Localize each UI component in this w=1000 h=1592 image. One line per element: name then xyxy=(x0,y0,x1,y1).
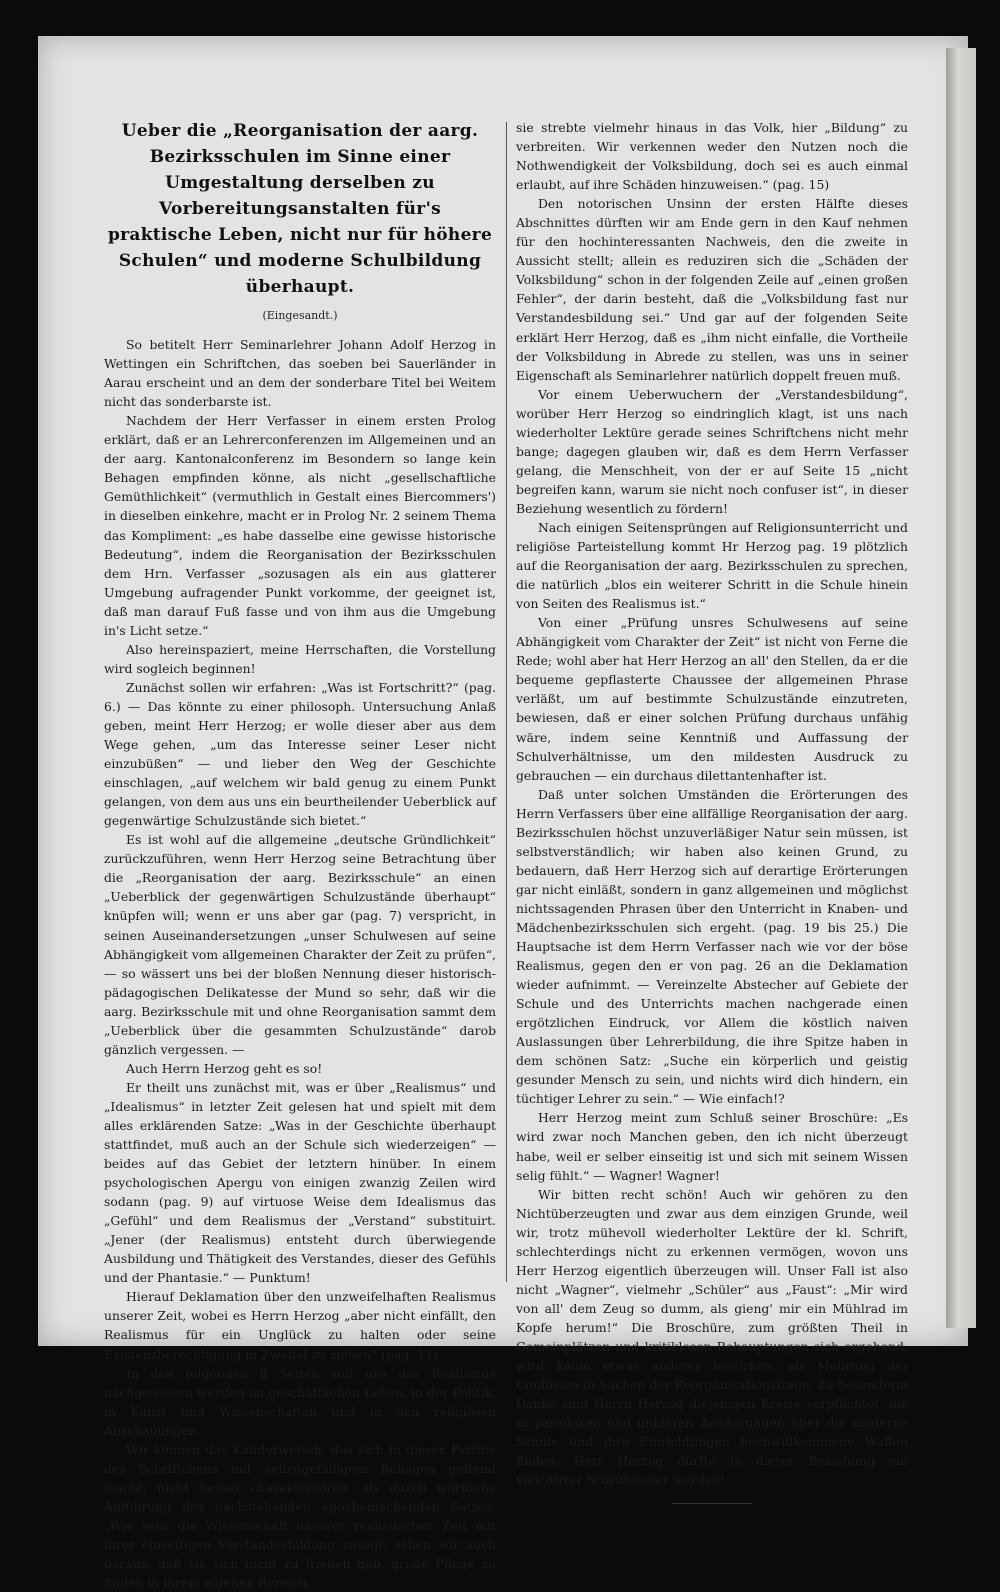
paragraph: In den folgenden 8 Seiten soll uns der Realismus nachgewiesen werden im geschäftlichen Leben, in der Politik, in Kunst und Wissenschaften und in den religiösen Anschauungen. xyxy=(104,1365,496,1438)
paragraph-continuation: sie strebte vielmehr hinaus in das Volk, hier „Bildung“ zu verbreiten. Wir verkennen weder den Nutzen noch die Nothwendigkeit der Volksbildung, doch sei es auch einmal erlaubt, auf ihre Schäden hinzuweisen.“ (pag. 15) xyxy=(516,120,908,193)
article-title: Ueber die „Reorganisation der aarg. Bezirksschulen im Sinne einer Umgestaltung derselben zu Vorbereitungsanstalten für's praktische Leben, nicht nur für höhere Schulen“ und moderne Schulbildung überhaupt. xyxy=(107,121,493,297)
paragraph: Den notorischen Unsinn der ersten Hälfte dieses Abschnittes dürften wir am Ende gern in den Kauf nehmen für den hochinteressanten Nachweis, den die zweite in Aussicht stellt; allein es reduziren sich die „Schäden der Volksbildung“ schon in der folgenden Zeile auf „einen großen Fehler“, der darin besteht, daß die „Volksbildung fast nur Verstandesbildung sei.“ Und gar auf der folgenden Seite erklärt Herr Herzog, daß es „ihm nicht einfalle, die Vortheile der Volksbildung in Abrede zu stellen, was uns in seiner Eigenschaft als Seminarlehrer natürlich doppelt freuen muß. xyxy=(516,196,908,383)
paragraph: Auch Herrn Herzog geht es so! xyxy=(126,1060,323,1076)
page-edge xyxy=(946,48,976,1328)
paragraph: So betitelt Herr Seminarlehrer Johann Adolf Herzog in Wettingen ein Schriftchen, das soeben bei Sauerländer in Aarau erscheint und an dem der sonderbare Titel bei Weitem nicht das sonderbarste ist. xyxy=(104,337,496,410)
paragraph: Herr Herzog meint zum Schluß seiner Broschüre: „Es wird zwar noch Manchen geben, den ich nicht überzeugt habe, weil er selber einseitig ist und sich mit seinem Wissen selig fühlt.“ — Wagner! Wagner! xyxy=(516,1110,908,1183)
right-column xyxy=(516,118,908,1504)
paragraph: Daß unter solchen Umständen die Erörterungen des Herrn Verfassers über eine allfällige Reorganisation der aarg. Bezirksschulen höchst unzuverläßiger Natur sein müssen, ist selbstverständlich; wir haben also keinen Grund, zu bedauern, daß Herr Herzog sich auf derartige Erörterungen gar nicht einläßt, sondern in ganz allgemeinen und möglichst nichtssagenden Phrasen über den Unterricht in Knaben- und Mädchenbezirksschulen sich ergeht. (pag. 19 bis 25.) Die Hauptsache ist dem Herrn Verfasser nach wie vor der böse Realismus, gegen den er von pag. 26 an die Deklamation wieder aufnimmt. — Vereinzelte Abstecher auf Gebiete der Schule und des Unterrichts machen nachgerade einen ergötzlichen Eindruck, vor Allem die köstlich naiven Auslassungen über Lehrerbildung, die ihre Spitze haben in dem schönen Satz: „Suche ein körperlich und geistig gesunder Mensch zu sein, und nichts wird dich hindern, ein tüchtiger Lehrer zu sein.“ — Wie einfach!? xyxy=(516,786,908,1107)
paragraph: Wir können das Kauderwelsch, das sich in dieser Parthie des Schriftchens mit selbstgefälligem Behagen geltend macht, nicht besser charakterisiren, als durch wörtliche Anführung des nachstehenden epochemachenden Satzes: „Wie sehr die Wissenschaft unserer realistischen Zeit mit ihrer einseitigen Verstandesbildung zusagt, sehen wir auch daraus, daß sie sich nicht zu frieden gab, große Pflege zu finden in ihrem eigenen Bereich, xyxy=(104,1441,496,1591)
paragraph: Nach einigen Seitensprüngen auf Religionsunterricht und religiöse Parteistellung kommt Hr Herzog pag. 19 plötzlich auf die Reorganisation der aarg. Bezirksschulen zu sprechen, die natürlich „blos ein weiterer Schritt in die Schule hinein von Seiten des Realismus ist.“ xyxy=(516,519,908,612)
paragraph: Es ist wohl auf die allgemeine „deutsche Gründlichkeit“ zurückzuführen, wenn Herr Herzog seine Betrachtung über die „Reorganisation der aarg. Bezirksschule“ an einen „Ueberblick der gegenwärtigen Schulzustände überhaupt“ knüpfen will; wenn er uns aber gar (pag. 7) verspricht, in seinen Auseinandersetzungen „unser Schulwesen auf seine Abhängigkeit vom allgemeinen Charakter der Zeit zu prüfen“, — so wässert uns bei der bloßen Nennung dieser historisch-pädagogischen Delikatesse der Mund so sehr, daß wir die aarg. Bezirksschule mit und ohne Reorganisation sammt dem „Ueberblick über die gesammten Schulzustände“ darob gänzlich vergessen. — xyxy=(104,832,496,1057)
paragraph: Wir bitten recht schön! Auch wir gehören zu den Nichtüberzeugten und zwar aus dem einzigen Grunde, weil wir, trotz mühevoll wiederholter Lektüre der kl. Schrift, schlechterdings nicht zu erkennen vermögen, wovon uns Herr Herzog eigentlich überzeugen will. Unser Fall ist also nicht „Wagner“, vielmehr „Schüler“ aus „Faust“: „Mir wird von all' dem Zeug so dumm, als gieng' mir ein Mühlrad im Kopfe herum!“ Die Broschüre, zum größten Theil in Gemeinplätzen und kritiklosen Behauptungen sich ergehend, wird kaum etwas anderes bewirken, als Mehrung der Confusion in Sachen der Reorganisationsfrage. Zu besonderm Danke sind Herrn Herzog diejenigen Kreise verpflichtet, die in paradoxen und unklaren Aeußerungen über die moderne Schule und ihre Einrichtungen hochwillkommene Waffen finden: Herr Herzog dürfte in dieser Beziehung ein vielcitirter Schriftsteller werden! xyxy=(516,1186,908,1488)
article-subtitle: (Eingesandt.) xyxy=(262,309,338,322)
paragraph: Also hereinspaziert, meine Herrschaften, die Vorstellung wird sogleich beginnen! xyxy=(104,641,496,676)
left-column xyxy=(104,118,496,1592)
paragraph: Er theilt uns zunächst mit, was er über „Realismus“ und „Idealismus“ in letzter Zeit gelesen hat und spielt mit dem alles erklärenden Satze: „Was in der Geschichte überhaupt stattfindet, muß auch an der Schule sich wiederzeigen“ — beides auf das Gebiet der letztern hinüber. In einem psychologischen Apergu von einigen zwanzig Zeilen wird sodann (pag. 9) auf virtuose Weise dem Idealismus das „Gefühl“ und dem Realismus der „Verstand“ substituirt. „Jener (der Realismus) entsteht durch überwiegende Ausbildung und Thätigkeit des Verstandes, dieser des Gefühls und der Phantasie.“ — Punktum! xyxy=(104,1079,496,1286)
column-divider xyxy=(506,122,507,1282)
paragraph: Hierauf Deklamation über den unzweifelhaften Realismus unserer Zeit, wobei es Herrn Herzog „aber nicht einfällt, den Realismus für ein Unglück zu halten oder seine Existenzberechtigung in Zweifel zu ziehen“ (pag. 11). xyxy=(104,1289,496,1362)
end-rule xyxy=(672,1503,752,1504)
article xyxy=(104,118,926,1591)
paragraph: Von einer „Prüfung unsres Schulwesens auf seine Abhängigkeit vom Charakter der Zeit“ ist nicht von Ferne die Rede; wohl aber hat Herr Herzog an all' den Stellen, da er die bequeme gepflasterte Chaussee der allgemeinen Phrase verläßt, um auf bestimmte Schulzustände einzutreten, bewiesen, daß er einer solchen Prüfung durchaus unfähig wäre, indem seine Kenntniß und Auffassung der Schulverhältnisse, um den mildesten Ausdruck zu gebrauchen — ein durchaus dilettantenhafter ist. xyxy=(516,615,908,783)
paragraph: Nachdem der Herr Verfasser in einem ersten Prolog erklärt, daß er an Lehrerconferenzen im Allgemeinen und an der aarg. Kantonalconferenz im Besondern so lange kein Behagen empfinden könne, als nicht „gesellschaftliche Gemüthlichkeit“ (vermuthlich in Gestalt eines Biercommers') in dieselben einkehre, macht er in Prolog Nr. 2 seinem Thema das Kompliment: „es habe dasselbe eine gewisse historische Bedeutung“, indem die Reorganisation der Bezirksschulen dem Hrn. Verfasser „sozusagen als ein aus glatterer Umgebung aufragender Punkt vorkomme, der geeignet ist, daß man darauf Fuß fasse und von ihm aus die Umgebung in's Licht setze.“ xyxy=(104,413,496,638)
paragraph: Vor einem Ueberwuchern der „Verstandesbildung“, worüber Herr Herzog so eindringlich klagt, ist uns nach wiederholter Lektüre gerade seines Schriftchens nicht mehr bange; dagegen glauben wir, daß es dem Herrn Verfasser gelang, die Menschheit, von der er auf Seite 15 „nicht begreifen kann, warum sie nicht noch confuser ist“, in dieser Beziehung wesentlich zu fördern! xyxy=(516,386,908,516)
paragraph: Zunächst sollen wir erfahren: „Was ist Fortschritt?“ (pag. 6.) — Das könnte zu einer philosoph. Untersuchung Anlaß geben, meint Herr Herzog; er wolle dieser aber aus dem Wege gehen, „um das Interesse seiner Leser nicht einzubüßen“ — und lieber den Weg der Geschichte einschlagen, „auf welchem wir bald genug zu einem Punkt gelangen, von dem aus uns ein beurtheilender Ueberblick auf gegenwärtige Schulzustände sich bietet.“ xyxy=(104,679,496,829)
